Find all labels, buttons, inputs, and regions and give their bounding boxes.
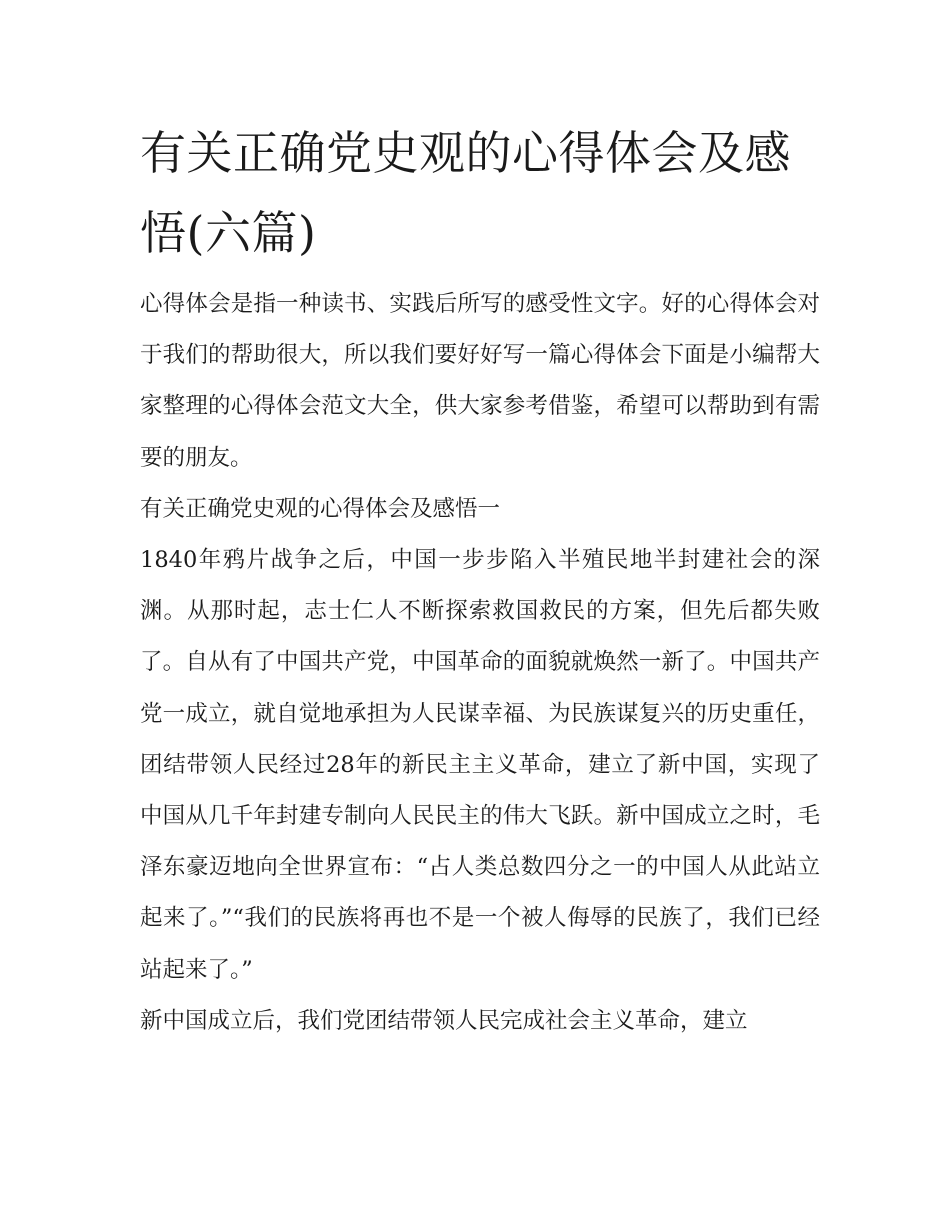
body-paragraph: 1840年鸦片战争之后，中国一步步陷入半殖民地半封建社会的深渊。从那时起，志士仁人不断探索救国救民的方案，但先后都失败了。自从有了中国共产党，中国革命的面貌就焕然一新了。中国共产党一成立，就自觉地承担为人民谋幸福、为民族谋复兴的历史重任，团结带领人民经过28年的新民主主义革命，建立了新中国，实现了中国从几千年封建专制向人民民主的伟大飞跃。新中国成立之时，毛泽东豪迈地向全世界宣布：“占人类总数四分之一的中国人从此站立起来了。”“我们的民族将再也不是一个被人侮辱的民族了，我们已经站起来了。”	[140, 547, 820, 983]
document-title: 有关正确党史观的心得体会及感悟(六篇)	[140, 126, 791, 260]
section-heading: 有关正确党史观的心得体会及感悟一	[140, 495, 501, 522]
body-paragraph: 新中国成立后，我们党团结带领人民完成社会主义革命，建立	[140, 1007, 748, 1034]
intro-paragraph: 心得体会是指一种读书、实践后所写的感受性文字。好的心得体会对于我们的帮助很大，所以我们要好好写一篇心得体会下面是小编帮大家整理的心得体会范文大全，供大家参考借鉴，希望可以帮助到有需要的朋友。	[140, 291, 820, 471]
document-body	[140, 279, 820, 1047]
